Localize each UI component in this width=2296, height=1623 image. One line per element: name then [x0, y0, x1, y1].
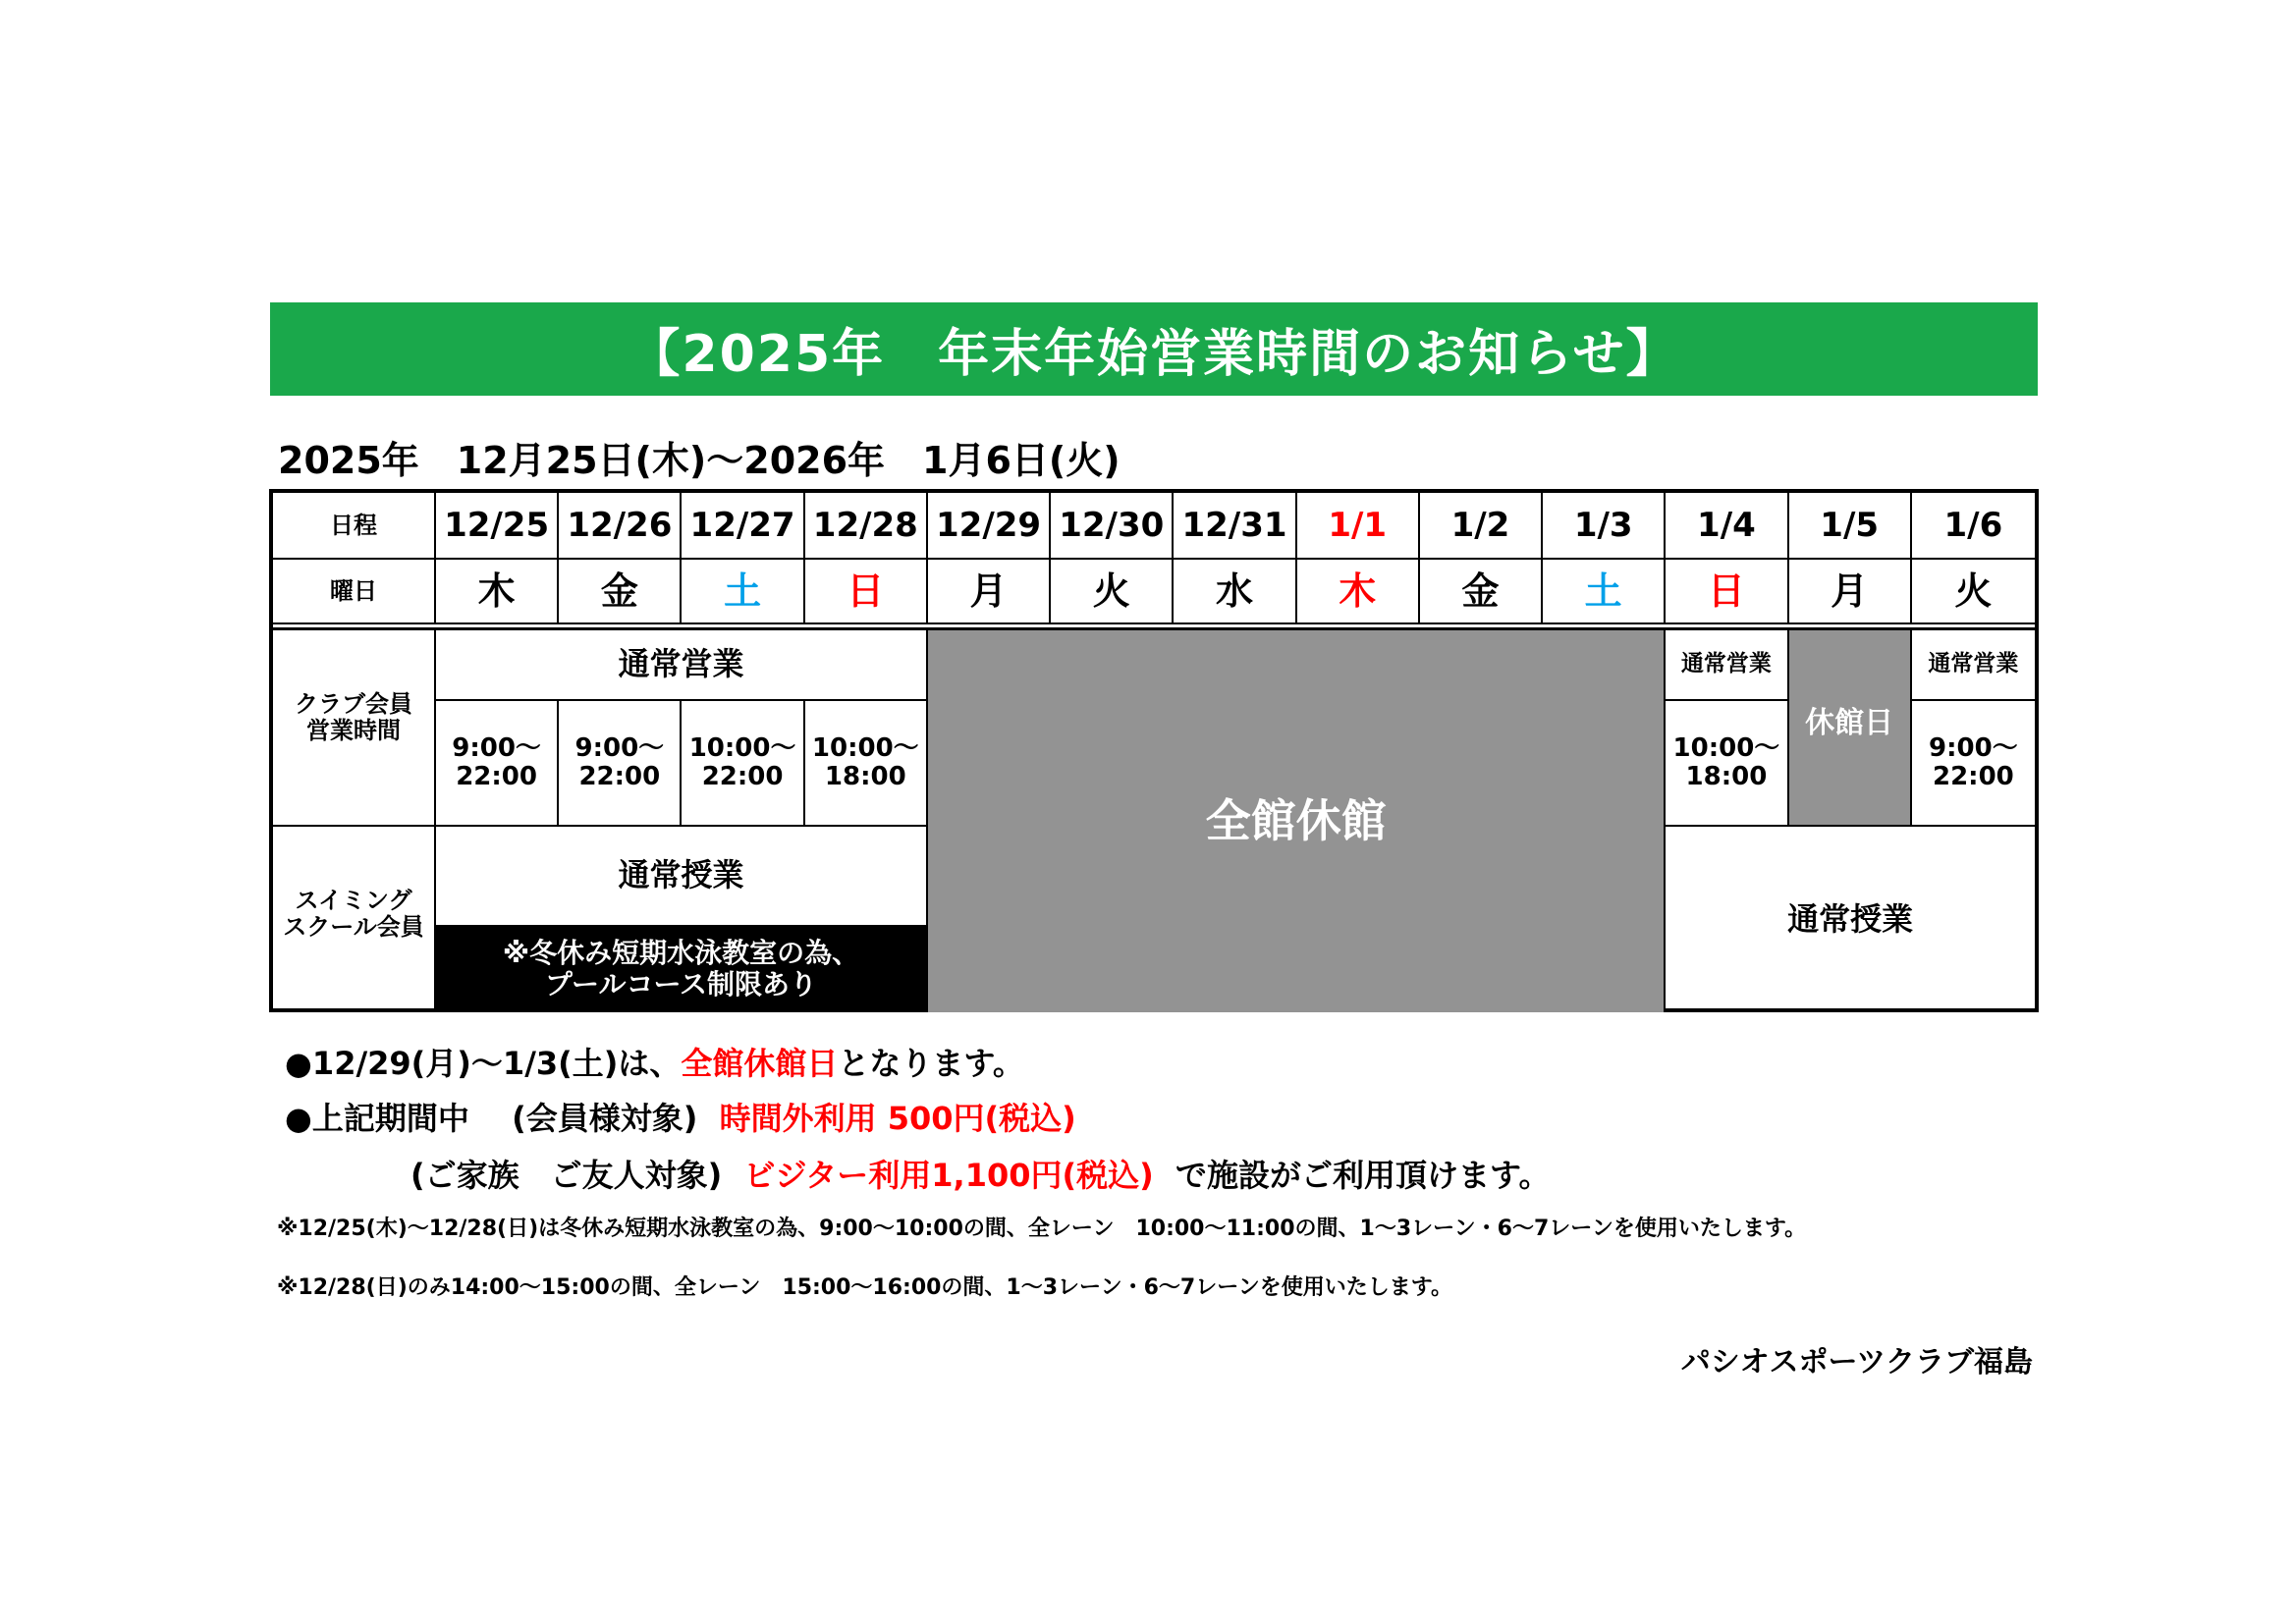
hours-close: 22:00: [578, 762, 661, 791]
note-text: ●上記期間中 (会員様対象): [285, 1100, 698, 1137]
date-cell: 12/30: [1051, 493, 1174, 560]
dow-cell-saturday: 土: [1543, 560, 1666, 624]
club-label-line1: クラブ会員: [295, 690, 412, 718]
jan5-closed-block: 休館日: [1789, 630, 1912, 827]
hours-close: 18:00: [1685, 762, 1768, 791]
hours-open: 10:00～: [1672, 732, 1780, 763]
date-cell: 1/3: [1543, 493, 1666, 560]
row-label-date: 日程: [273, 493, 436, 560]
note-line-2: [285, 1094, 1076, 1139]
hours-cell: [682, 701, 804, 827]
club-name-footer: パシオスポーツクラブ福島: [1680, 1345, 2033, 1380]
dow-cell-saturday: 土: [682, 560, 804, 624]
dow-cell-sunday: 日: [1666, 560, 1788, 624]
jan6-normal-business: 通常営業: [1912, 630, 2035, 701]
row-label-dow: 曜日: [273, 560, 436, 624]
short-course-line2: プールコース制限あり: [544, 967, 818, 1001]
date-cell: 1/6: [1912, 493, 2035, 560]
date-cell: 12/26: [559, 493, 682, 560]
hours-close: 22:00: [701, 762, 784, 791]
dow-cell: 木: [436, 560, 559, 624]
dow-cell: 月: [1789, 560, 1912, 624]
note-line-5: ※12/28(日)のみ14:00～15:00の間、全レーン 15:00～16:00の間、1～3レーン・6～7レーンを使用いたします。: [277, 1275, 1453, 1300]
swim-label-line2: スクール会員: [283, 912, 424, 941]
full-closure-block: 全館休館: [928, 630, 1666, 1012]
jan6-hours-cell: [1912, 701, 2035, 827]
hours-open: 9:00～: [1929, 732, 2018, 763]
swim-normal-lessons: 通常授業: [436, 827, 928, 925]
dow-cell-sunday: 日: [805, 560, 928, 624]
date-cell: 12/27: [682, 493, 804, 560]
note-text: ●12/29(月)～1/3(土)は、: [285, 1045, 682, 1082]
hours-close: 22:00: [456, 762, 537, 791]
dow-cell-holiday: 木: [1297, 560, 1420, 624]
date-cell: 12/29: [928, 493, 1051, 560]
date-cell: 12/25: [436, 493, 559, 560]
dow-cell: 火: [1912, 560, 2035, 624]
jan4-normal-business: 通常営業: [1666, 630, 1788, 701]
hours-open: 9:00～: [452, 732, 541, 763]
short-course-line1: ※冬休み短期水泳教室の為、: [502, 937, 860, 970]
date-cell-holiday: 1/1: [1297, 493, 1420, 560]
hours-cell: [805, 701, 928, 827]
note-line-4: ※12/25(木)～12/28(日)は冬休み短期水泳教室の為、9:00～10:00の間、全レーン 10:00～11:00の間、1～3レーン・6～7レーンを使用いたします。: [277, 1217, 1807, 1241]
hours-close: 18:00: [824, 762, 906, 791]
hours-open: 9:00～: [574, 732, 665, 763]
date-cell: 1/4: [1666, 493, 1788, 560]
dow-cell: 水: [1174, 560, 1296, 624]
row-label-club: [273, 630, 436, 827]
swim-label-line1: スイミング: [295, 887, 412, 914]
date-cell: 1/5: [1789, 493, 1912, 560]
dow-cell: 月: [928, 560, 1051, 624]
dow-cell: 火: [1051, 560, 1174, 624]
note-highlight: 全館休館日: [681, 1045, 839, 1082]
hours-cell: [559, 701, 682, 827]
date-cell: 12/28: [805, 493, 928, 560]
note-highlight: ビジター利用1,100円(税込): [743, 1157, 1154, 1194]
note-line-1: [285, 1039, 1024, 1084]
dow-cell: 金: [1420, 560, 1543, 624]
note-highlight: 時間外利用 500円(税込): [719, 1100, 1076, 1137]
period-text: 2025年 12月25日(木)～2026年 1月6日(火): [278, 439, 1121, 482]
schedule-table: [269, 489, 2039, 1012]
hours-open: 10:00～: [811, 732, 919, 763]
swim-normal-lessons-after: 通常授業: [1787, 899, 1914, 938]
note-text: となります。: [838, 1045, 1024, 1082]
note-text: で施設がご利用頂けます。: [1175, 1157, 1551, 1194]
short-course-note: [436, 925, 928, 1012]
row-label-swim: [273, 827, 436, 1012]
note-line-3: [410, 1151, 1550, 1196]
date-cell: 1/2: [1420, 493, 1543, 560]
note-text: (ご家族 ご友人対象): [410, 1157, 723, 1194]
hours-open: 10:00～: [688, 732, 796, 763]
club-normal-business: 通常営業: [436, 630, 928, 701]
hours-cell: [436, 701, 559, 827]
club-label-line2: 営業時間: [306, 716, 401, 744]
hours-close: 22:00: [1932, 762, 2014, 791]
title-banner: [270, 302, 2038, 396]
date-cell: 12/31: [1174, 493, 1296, 560]
jan4-hours-cell: [1666, 701, 1788, 827]
page-title: 【2025年 年末年始営業時間のお知らせ】: [629, 325, 1679, 384]
dow-cell: 金: [559, 560, 682, 624]
